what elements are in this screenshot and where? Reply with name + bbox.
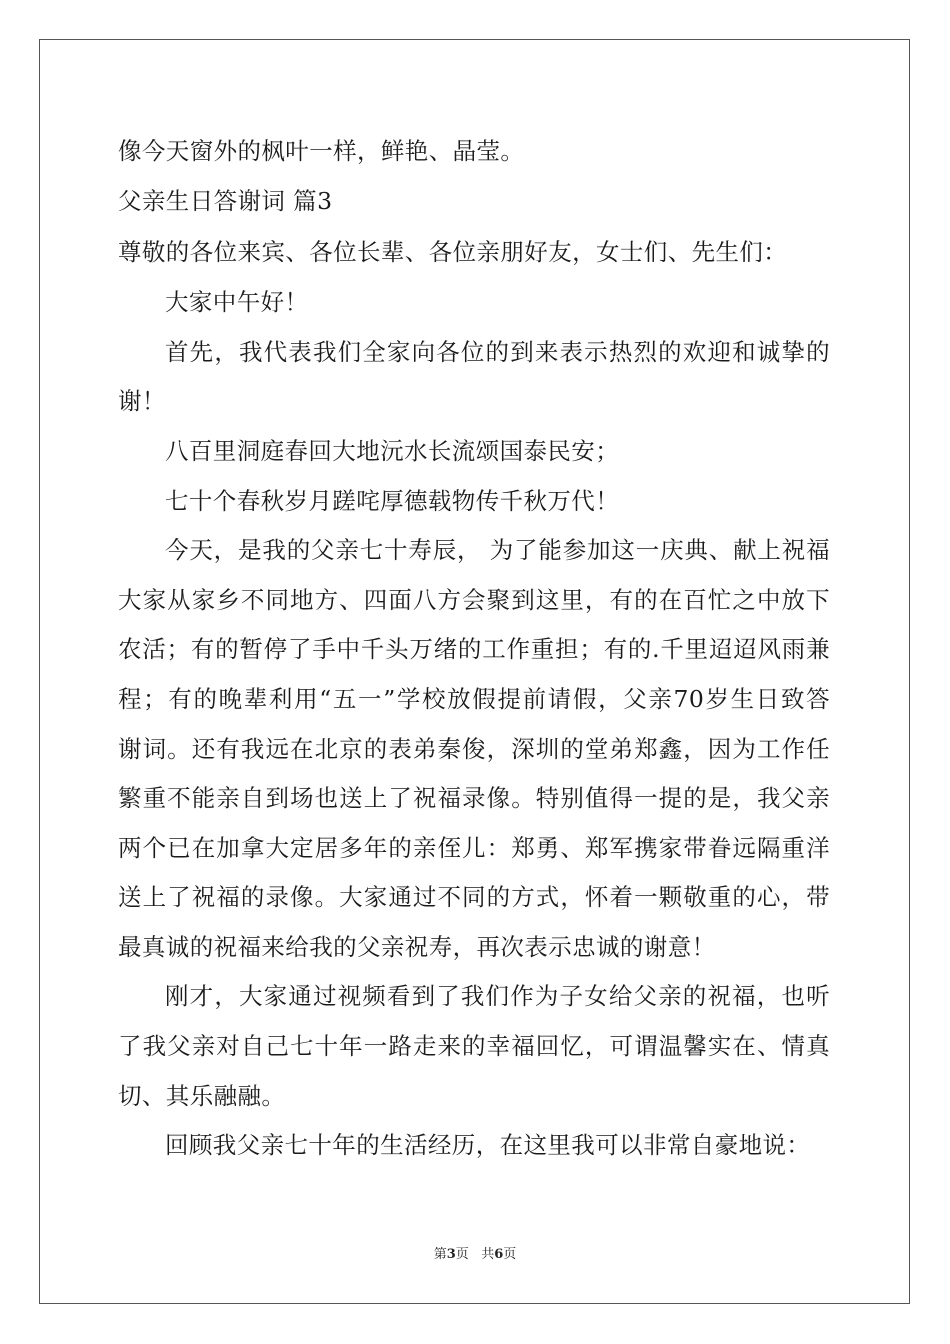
text-line: 程；有的晚辈利用“五一”学校放假提前请假，父亲70岁生日致答 <box>118 685 830 713</box>
section-heading: 父亲生日答谢词 篇3 <box>118 187 333 215</box>
text-line: 回顾我父亲七十年的生活经历，在这里我可以非常自豪地说： <box>165 1131 811 1159</box>
text-line: 送上了祝福的录像。大家通过不同的方式，怀着一颗敬重的心，带 <box>118 883 830 911</box>
text-line: 今天，是我的父亲七十寿辰， 为了能参加这一庆典、献上祝福 <box>165 536 830 564</box>
page-suffix: 页 <box>455 1247 469 1262</box>
text-line: 谢词。还有我远在北京的表弟秦俊，深圳的堂弟郑鑫，因为工作任 <box>118 735 830 763</box>
text-line: 首先，我代表我们全家向各位的到来表示热烈的欢迎和诚挚的 <box>165 338 830 366</box>
page-prefix: 第 <box>433 1247 447 1262</box>
total-prefix: 共 <box>481 1247 495 1262</box>
page-number: 3 <box>446 1247 456 1262</box>
text-line: 繁重不能亲自到场也送上了祝福录像。特别值得一提的是，我父亲 <box>118 784 830 812</box>
text-line: 大家从家乡不同地方、四面八方会聚到这里，有的在百忙之中放下 <box>118 586 830 614</box>
total-suffix: 页 <box>503 1247 517 1262</box>
total-pages: 6 <box>494 1247 504 1262</box>
text-line: 两个已在加拿大定居多年的亲侄儿：郑勇、郑军携家带眷远隔重洋 <box>118 834 830 862</box>
text-line: 谢！ <box>118 387 166 415</box>
text-line: 像今天窗外的枫叶一样，鲜艳、晶莹。 <box>118 137 525 165</box>
text-line: 农活；有的暂停了手中千头万绪的工作重担；有的.千里迢迢风雨兼 <box>118 635 830 663</box>
greeting: 大家中午好！ <box>165 288 309 316</box>
page-footer <box>0 1247 950 1263</box>
page-frame <box>39 39 910 1304</box>
couplet-line: 八百里洞庭春回大地沅水长流颂国泰民安； <box>165 437 620 465</box>
text-line: 切、其乐融融。 <box>118 1082 286 1110</box>
couplet-line: 七十个春秋岁月蹉咤厚德载物传千秋万代！ <box>165 487 620 515</box>
text-line: 最真诚的祝福来给我的父亲祝寿，再次表示忠诚的谢意！ <box>118 933 716 961</box>
text-line: 刚才，大家通过视频看到了我们作为子女给父亲的祝福，也听 <box>165 982 830 1010</box>
salutation: 尊敬的各位来宾、各位长辈、各位亲朋好友，女士们、先生们： <box>118 238 788 266</box>
text-line: 了我父亲对自己七十年一路走来的幸福回忆，可谓温馨实在、情真 <box>118 1032 830 1060</box>
